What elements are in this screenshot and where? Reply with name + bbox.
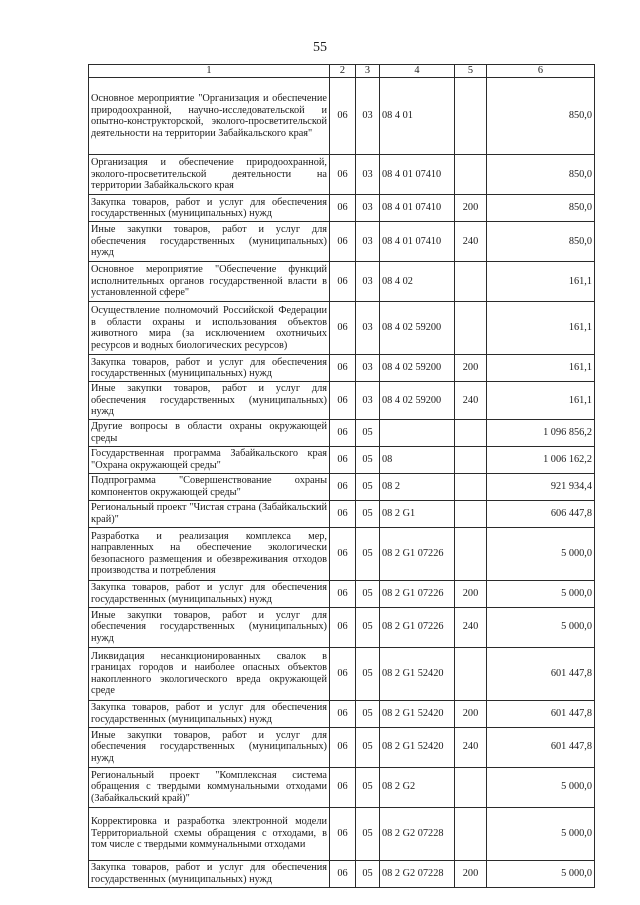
table-row bbox=[89, 382, 595, 420]
row-name-cell: Закупка товаров, работ и услуг для обеспечения государственных (муниципальных) нужд bbox=[89, 195, 330, 222]
subsection-code-cell: 05 bbox=[356, 527, 380, 580]
subsection-code-cell: 05 bbox=[356, 500, 380, 527]
budget-table bbox=[88, 64, 595, 888]
target-article-cell: 08 2 G1 07226 bbox=[380, 580, 455, 607]
target-article-cell: 08 2 G2 07228 bbox=[380, 807, 455, 860]
expense-type-cell: 240 bbox=[455, 222, 487, 262]
row-name-cell: Иные закупки товаров, работ и услуг для обеспечения государственных (муниципальных) нужд bbox=[89, 222, 330, 262]
expense-type-cell: 200 bbox=[455, 355, 487, 382]
target-article-cell: 08 2 G1 07226 bbox=[380, 527, 455, 580]
subsection-code-cell: 03 bbox=[356, 355, 380, 382]
table-row bbox=[89, 860, 595, 887]
row-name-cell: Иные закупки товаров, работ и услуг для обеспечения государственных (муниципальных) нужд bbox=[89, 727, 330, 767]
amount-cell: 161,1 bbox=[487, 382, 595, 420]
expense-type-cell bbox=[455, 767, 487, 807]
section-code-cell: 06 bbox=[330, 580, 356, 607]
section-code-cell: 06 bbox=[330, 195, 356, 222]
expense-type-cell: 200 bbox=[455, 700, 487, 727]
row-name-cell: Подпрограмма "Совершенствование охраны компонентов окружающей среды" bbox=[89, 473, 330, 500]
column-header: 1 bbox=[89, 65, 330, 78]
target-article-cell: 08 2 G2 bbox=[380, 767, 455, 807]
table-row bbox=[89, 607, 595, 647]
row-name-cell: Ликвидация несанкционированных свалок в границах городов и наиболее опасных объектов накопленного экологического вреда окружающей среде bbox=[89, 647, 330, 700]
row-name-cell: Государственная программа Забайкальского края "Охрана окружающей среды" bbox=[89, 446, 330, 473]
expense-type-cell bbox=[455, 647, 487, 700]
subsection-code-cell: 03 bbox=[356, 262, 380, 302]
target-article-cell: 08 2 G1 52420 bbox=[380, 727, 455, 767]
amount-cell: 1 006 162,2 bbox=[487, 446, 595, 473]
expense-type-cell bbox=[455, 473, 487, 500]
page-number: 55 bbox=[313, 40, 327, 55]
expense-type-cell bbox=[455, 78, 487, 155]
expense-type-cell: 200 bbox=[455, 195, 487, 222]
amount-cell: 161,1 bbox=[487, 355, 595, 382]
expense-type-cell bbox=[455, 500, 487, 527]
amount-cell: 5 000,0 bbox=[487, 807, 595, 860]
section-code-cell: 06 bbox=[330, 302, 356, 355]
row-name-cell: Разработка и реализация комплекса мер, направленных на обеспечение экологически безопасного размещения и обезвреживания отходов производства и потребления bbox=[89, 527, 330, 580]
table-header-row bbox=[89, 65, 595, 78]
subsection-code-cell: 03 bbox=[356, 302, 380, 355]
subsection-code-cell: 05 bbox=[356, 727, 380, 767]
row-name-cell: Основное мероприятие "Организация и обеспечение природоохранной, научно-исследовательской и опытно-конструкторской, эколого-просветительской деятельности на территории Забайкальского края" bbox=[89, 78, 330, 155]
amount-cell: 850,0 bbox=[487, 222, 595, 262]
expense-type-cell bbox=[455, 419, 487, 446]
section-code-cell: 06 bbox=[330, 500, 356, 527]
amount-cell: 5 000,0 bbox=[487, 580, 595, 607]
row-name-cell: Корректировка и разработка электронной модели Территориальной схемы обращения с отходами, в том числе с твердыми коммунальными отходами bbox=[89, 807, 330, 860]
section-code-cell: 06 bbox=[330, 78, 356, 155]
table-row bbox=[89, 222, 595, 262]
section-code-cell: 06 bbox=[330, 262, 356, 302]
row-name-cell: Иные закупки товаров, работ и услуг для обеспечения государственных (муниципальных) нужд bbox=[89, 607, 330, 647]
target-article-cell: 08 4 02 59200 bbox=[380, 382, 455, 420]
expense-type-cell bbox=[455, 302, 487, 355]
expense-type-cell bbox=[455, 446, 487, 473]
table-row bbox=[89, 647, 595, 700]
column-header: 3 bbox=[356, 65, 380, 78]
expense-type-cell: 200 bbox=[455, 580, 487, 607]
subsection-code-cell: 03 bbox=[356, 222, 380, 262]
table-row bbox=[89, 527, 595, 580]
amount-cell: 5 000,0 bbox=[487, 607, 595, 647]
table-row bbox=[89, 500, 595, 527]
table-body bbox=[89, 78, 595, 888]
amount-cell: 850,0 bbox=[487, 155, 595, 195]
section-code-cell: 06 bbox=[330, 473, 356, 500]
table-row bbox=[89, 727, 595, 767]
target-article-cell: 08 4 02 59200 bbox=[380, 302, 455, 355]
amount-cell: 601 447,8 bbox=[487, 700, 595, 727]
target-article-cell: 08 4 01 07410 bbox=[380, 195, 455, 222]
subsection-code-cell: 03 bbox=[356, 78, 380, 155]
target-article-cell: 08 2 G1 07226 bbox=[380, 607, 455, 647]
subsection-code-cell: 05 bbox=[356, 419, 380, 446]
subsection-code-cell: 05 bbox=[356, 647, 380, 700]
row-name-cell: Организация и обеспечение природоохранной, эколого-просветительской деятельности на территории Забайкальского края bbox=[89, 155, 330, 195]
table-row bbox=[89, 419, 595, 446]
section-code-cell: 06 bbox=[330, 155, 356, 195]
section-code-cell: 06 bbox=[330, 700, 356, 727]
amount-cell: 850,0 bbox=[487, 78, 595, 155]
subsection-code-cell: 05 bbox=[356, 607, 380, 647]
table-row bbox=[89, 262, 595, 302]
amount-cell: 5 000,0 bbox=[487, 767, 595, 807]
column-header: 2 bbox=[330, 65, 356, 78]
expense-type-cell: 240 bbox=[455, 382, 487, 420]
subsection-code-cell: 03 bbox=[356, 155, 380, 195]
amount-cell: 161,1 bbox=[487, 262, 595, 302]
table-row bbox=[89, 767, 595, 807]
amount-cell: 921 934,4 bbox=[487, 473, 595, 500]
row-name-cell: Другие вопросы в области охраны окружающей среды bbox=[89, 419, 330, 446]
section-code-cell: 06 bbox=[330, 767, 356, 807]
target-article-cell: 08 2 G1 bbox=[380, 500, 455, 527]
amount-cell: 1 096 856,2 bbox=[487, 419, 595, 446]
amount-cell: 601 447,8 bbox=[487, 727, 595, 767]
section-code-cell: 06 bbox=[330, 647, 356, 700]
table-row bbox=[89, 700, 595, 727]
section-code-cell: 06 bbox=[330, 382, 356, 420]
amount-cell: 5 000,0 bbox=[487, 860, 595, 887]
expense-type-cell bbox=[455, 807, 487, 860]
table-row bbox=[89, 78, 595, 155]
row-name-cell: Осуществление полномочий Российской Федерации в области охраны и использования объектов животного мира (за исключением охотничьих ресурсов и водных биологических ресурсов) bbox=[89, 302, 330, 355]
expense-type-cell bbox=[455, 155, 487, 195]
subsection-code-cell: 05 bbox=[356, 446, 380, 473]
table-row bbox=[89, 355, 595, 382]
target-article-cell: 08 2 G1 52420 bbox=[380, 700, 455, 727]
target-article-cell: 08 4 02 59200 bbox=[380, 355, 455, 382]
expense-type-cell: 200 bbox=[455, 860, 487, 887]
subsection-code-cell: 05 bbox=[356, 767, 380, 807]
amount-cell: 601 447,8 bbox=[487, 647, 595, 700]
column-header: 5 bbox=[455, 65, 487, 78]
expense-type-cell: 240 bbox=[455, 607, 487, 647]
amount-cell: 161,1 bbox=[487, 302, 595, 355]
table-row bbox=[89, 302, 595, 355]
row-name-cell: Закупка товаров, работ и услуг для обеспечения государственных (муниципальных) нужд bbox=[89, 860, 330, 887]
target-article-cell: 08 4 01 bbox=[380, 78, 455, 155]
target-article-cell: 08 4 02 bbox=[380, 262, 455, 302]
section-code-cell: 06 bbox=[330, 860, 356, 887]
row-name-cell: Закупка товаров, работ и услуг для обеспечения государственных (муниципальных) нужд bbox=[89, 580, 330, 607]
section-code-cell: 06 bbox=[330, 446, 356, 473]
section-code-cell: 06 bbox=[330, 727, 356, 767]
subsection-code-cell: 03 bbox=[356, 195, 380, 222]
subsection-code-cell: 05 bbox=[356, 807, 380, 860]
row-name-cell: Региональный проект "Чистая страна (Забайкальский край)" bbox=[89, 500, 330, 527]
table-row bbox=[89, 195, 595, 222]
table-row bbox=[89, 807, 595, 860]
section-code-cell: 06 bbox=[330, 527, 356, 580]
subsection-code-cell: 05 bbox=[356, 860, 380, 887]
row-name-cell: Закупка товаров, работ и услуг для обеспечения государственных (муниципальных) нужд bbox=[89, 700, 330, 727]
section-code-cell: 06 bbox=[330, 419, 356, 446]
subsection-code-cell: 05 bbox=[356, 580, 380, 607]
row-name-cell: Закупка товаров, работ и услуг для обеспечения государственных (муниципальных) нужд bbox=[89, 355, 330, 382]
target-article-cell: 08 2 G1 52420 bbox=[380, 647, 455, 700]
subsection-code-cell: 05 bbox=[356, 700, 380, 727]
row-name-cell: Основное мероприятие "Обеспечение функций исполнительных органов государственной власти в установленной сфере" bbox=[89, 262, 330, 302]
amount-cell: 606 447,8 bbox=[487, 500, 595, 527]
target-article-cell: 08 4 01 07410 bbox=[380, 155, 455, 195]
target-article-cell: 08 2 bbox=[380, 473, 455, 500]
subsection-code-cell: 03 bbox=[356, 382, 380, 420]
target-article-cell: 08 4 01 07410 bbox=[380, 222, 455, 262]
target-article-cell bbox=[380, 419, 455, 446]
target-article-cell: 08 2 G2 07228 bbox=[380, 860, 455, 887]
section-code-cell: 06 bbox=[330, 355, 356, 382]
table-row bbox=[89, 446, 595, 473]
row-name-cell: Иные закупки товаров, работ и услуг для обеспечения государственных (муниципальных) нужд bbox=[89, 382, 330, 420]
target-article-cell: 08 bbox=[380, 446, 455, 473]
amount-cell: 850,0 bbox=[487, 195, 595, 222]
expense-type-cell bbox=[455, 262, 487, 302]
table-row bbox=[89, 155, 595, 195]
column-header: 4 bbox=[380, 65, 455, 78]
subsection-code-cell: 05 bbox=[356, 473, 380, 500]
section-code-cell: 06 bbox=[330, 222, 356, 262]
column-header: 6 bbox=[487, 65, 595, 78]
table-row bbox=[89, 473, 595, 500]
section-code-cell: 06 bbox=[330, 807, 356, 860]
expense-type-cell bbox=[455, 527, 487, 580]
amount-cell: 5 000,0 bbox=[487, 527, 595, 580]
section-code-cell: 06 bbox=[330, 607, 356, 647]
table-row bbox=[89, 580, 595, 607]
row-name-cell: Региональный проект "Комплексная система обращения с твердыми коммунальными отходами (Забайкальский край)" bbox=[89, 767, 330, 807]
expense-type-cell: 240 bbox=[455, 727, 487, 767]
